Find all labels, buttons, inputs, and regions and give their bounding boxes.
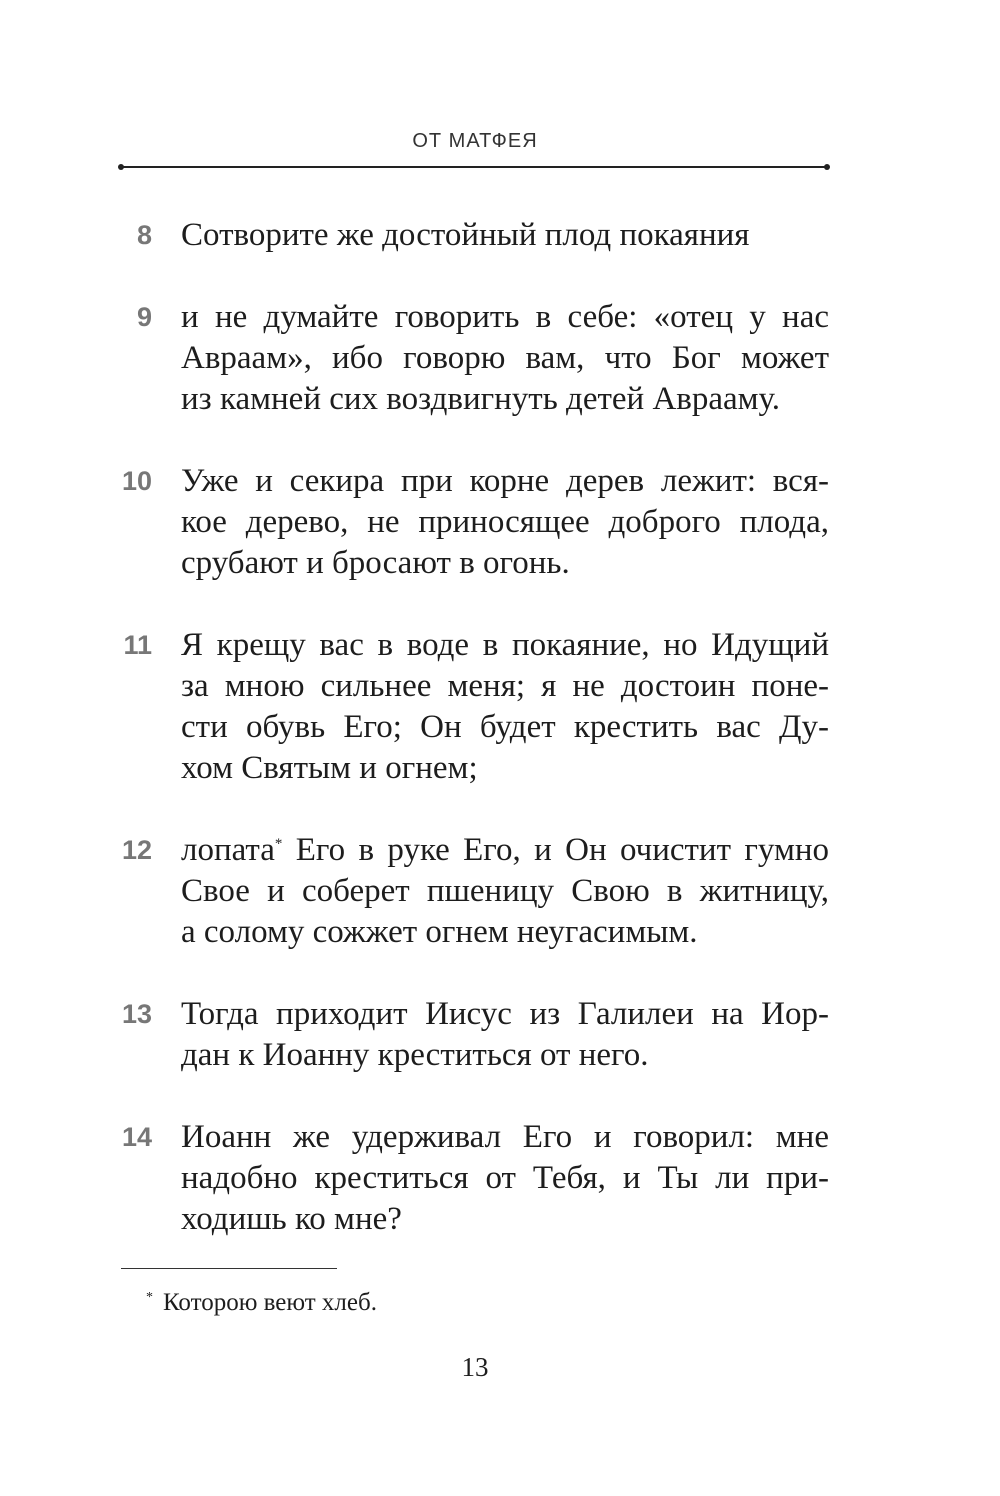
verse-line: кое дерево, не приносящее доброго плода, xyxy=(181,504,829,540)
verse-text xyxy=(181,830,829,953)
verse-number: 11 xyxy=(123,630,152,660)
verse-text xyxy=(181,297,829,420)
verse-9 xyxy=(0,297,1000,420)
verse-line: и не думайте говорить в себе: «отец у нас xyxy=(181,299,829,335)
verse-text xyxy=(181,215,829,256)
rule-dot-left xyxy=(118,164,124,170)
footnote-mark: * xyxy=(146,1289,153,1305)
verse-line: срубают и бросают в огонь. xyxy=(181,545,570,581)
running-head: ОТ МАТФЕЯ xyxy=(412,130,538,152)
verse-line: Авраам», ибо говорю вам, что Бог может xyxy=(181,340,829,376)
verse-line: Иоанн же удерживал Его и говорил: мне xyxy=(181,1119,829,1155)
verse-line: сти обувь Его; Он будет крестить вас Ду- xyxy=(181,709,829,745)
verse-12 xyxy=(0,830,1000,953)
verse-line: за мною сильнее меня; я не достоин поне- xyxy=(181,668,829,704)
verse-number: 12 xyxy=(121,835,152,865)
page-number: 13 xyxy=(461,1352,489,1382)
verse-number: 9 xyxy=(136,302,152,332)
verse-line: Свое и соберет пшеницу Свою в житницу, xyxy=(181,873,829,909)
verse-number: 8 xyxy=(136,220,152,250)
footnote-text: Которою веют хлеб. xyxy=(163,1289,377,1316)
verse-line: Тогда приходит Иисус из Галилеи на Иор- xyxy=(181,996,829,1032)
verse-text xyxy=(181,1117,829,1240)
verse-11 xyxy=(0,625,1000,789)
rule-dot-right xyxy=(824,164,830,170)
verse-line: Уже и секира при корне дерев лежит: вся- xyxy=(181,463,829,499)
verse-text xyxy=(181,625,829,789)
footnote-reference[interactable]: * xyxy=(274,836,283,852)
verse-8 xyxy=(0,215,1000,256)
verse-text xyxy=(181,994,829,1076)
verse-line: надобно креститься от Тебя, и Ты ли при- xyxy=(181,1160,829,1196)
verse-13 xyxy=(0,994,1000,1076)
verse-line: хом Святым и огнем; xyxy=(181,750,478,786)
verse-line: а солому сожжет огнем неугасимым. xyxy=(181,914,698,950)
verse-10 xyxy=(0,461,1000,584)
verse-14 xyxy=(0,1117,1000,1240)
verse-text xyxy=(181,461,829,584)
verse-line: Я крещу вас в воде в покаяние, но Идущий xyxy=(181,627,829,663)
verse-word: лопата xyxy=(181,832,275,868)
verse-line: ходишь ко мне? xyxy=(181,1201,402,1237)
verse-number: 14 xyxy=(121,1122,152,1152)
verse-line-rest: Его в руке Его, и Он очистит гумно xyxy=(282,832,829,868)
verse-line: из камней сих воздвигнуть детей Аврааму. xyxy=(181,381,780,417)
footnote xyxy=(146,1289,377,1317)
verse-line xyxy=(181,830,829,871)
footnote-rule xyxy=(121,1268,337,1269)
verse-number: 13 xyxy=(121,999,152,1029)
verse-line: Сотворите же достойный плод покаяния xyxy=(181,217,750,253)
verse-line: дан к Иоанну креститься от него. xyxy=(181,1037,649,1073)
header-rule xyxy=(121,166,827,168)
verse-number: 10 xyxy=(121,466,152,496)
verse-list xyxy=(0,215,1000,1281)
